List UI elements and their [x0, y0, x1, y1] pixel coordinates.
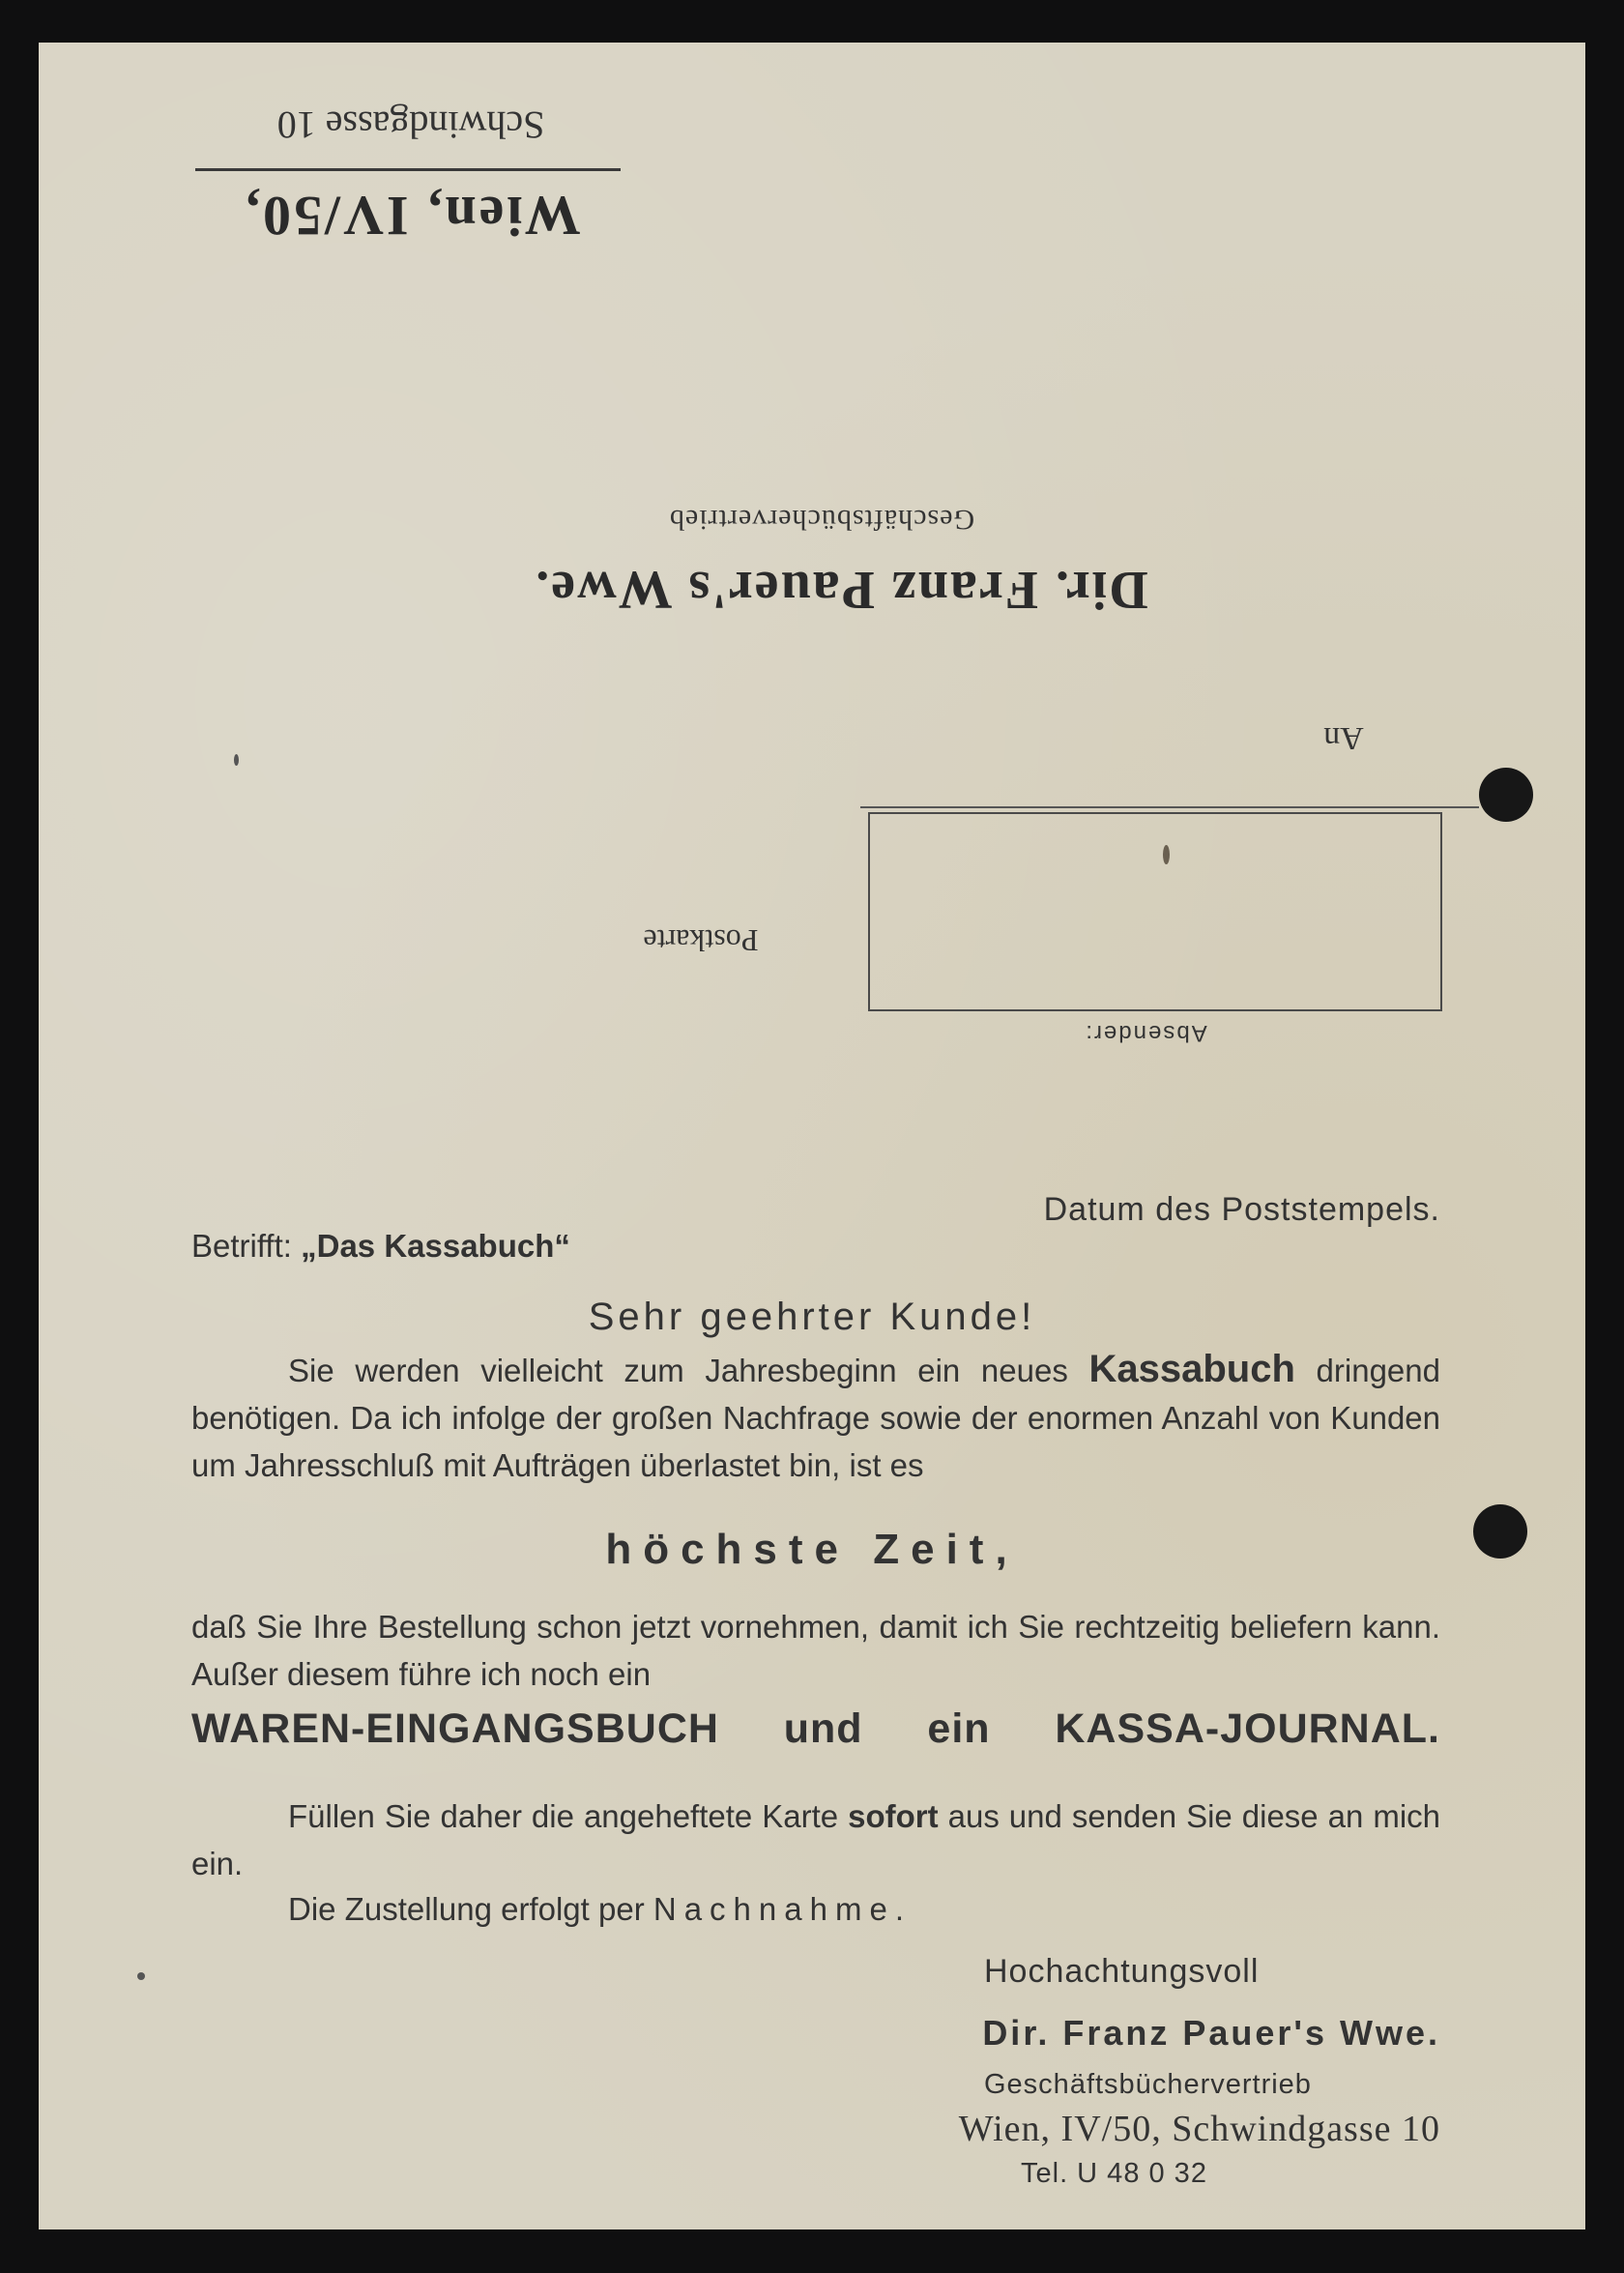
address-divider — [195, 168, 621, 171]
paragraph-1-text: Sie werden vielleicht zum Jahresbeginn ein neues — [288, 1353, 1068, 1388]
signature-firm: Dir. Franz Pauer's Wwe. — [982, 2013, 1440, 2053]
date-note: Datum des Poststempels. — [1043, 1191, 1440, 1228]
postcard-label: Postkarte — [643, 923, 759, 958]
paragraph-1 — [191, 1346, 1440, 1489]
punch-hole-upper — [1479, 768, 1533, 822]
paragraph-3-keyword: sofort — [848, 1798, 939, 1834]
signature-address: Wien, IV/50, Schwindgasse 10 — [958, 2109, 1440, 2149]
paper-speck — [137, 1972, 145, 1980]
greeting: Sehr geehrter Kunde! — [588, 1296, 1036, 1338]
closing: Hochachtungsvoll — [984, 1953, 1260, 1990]
subject-value: „Das Kassabuch“ — [301, 1228, 570, 1264]
signature-telephone: Tel. U 48 0 32 — [1021, 2158, 1207, 2189]
paragraph-1-rest: dringend benötigen. Da ich infolge der großen Nachfrage sowie der enormen Anzahl von Kunden um Jahresschluß mit Aufträgen überlastet bin, ist es — [191, 1353, 1440, 1483]
paragraph-1-keyword: Kassabuch — [1088, 1348, 1295, 1390]
paragraph-2: daß Sie Ihre Bestellung schon jetzt vornehmen, damit ich Sie rechtzeitig beliefern kann. Außer diesem führe ich noch ein — [191, 1609, 1440, 1692]
to-label: An — [1323, 720, 1364, 756]
sender-rule — [860, 806, 1479, 808]
paragraph-3-start: Füllen Sie daher die angeheftete Karte — [288, 1798, 839, 1834]
address-street-line: Schwindgasse 10 — [276, 103, 545, 147]
paragraph-4-spaced: Nachnahme. — [652, 1891, 912, 1927]
addressee-trade: Geschäftsbüchervertrieb — [668, 504, 975, 536]
subject-line — [191, 1228, 570, 1265]
subject-label: Betrifft: — [191, 1228, 292, 1264]
paragraph-3-end: aus und senden Sie diese an mich ein. — [191, 1798, 1440, 1881]
address-city-line: Wien, IV/50, — [243, 185, 581, 248]
paragraph-3 — [191, 1792, 1440, 1887]
addressee-firm-name: Dir. Franz Pauer's Wwe. — [534, 560, 1148, 620]
paragraph-4 — [191, 1885, 1440, 1933]
signature-trade: Geschäftsbüchervertrieb — [984, 2069, 1312, 2100]
sender-box — [868, 812, 1442, 1011]
paper-speck — [234, 754, 239, 766]
paper-speck — [1163, 845, 1170, 864]
punch-hole-lower — [1473, 1504, 1527, 1559]
paragraph-4-start: Die Zustellung erfolgt per — [288, 1891, 645, 1927]
products-line: WAREN-EINGANGSBUCH und ein KASSA-JOURNAL. — [191, 1705, 1440, 1752]
emphasis-line: höchste Zeit, — [605, 1526, 1019, 1573]
postcard — [39, 43, 1585, 2229]
sender-label: Absender: — [1084, 1020, 1207, 1046]
